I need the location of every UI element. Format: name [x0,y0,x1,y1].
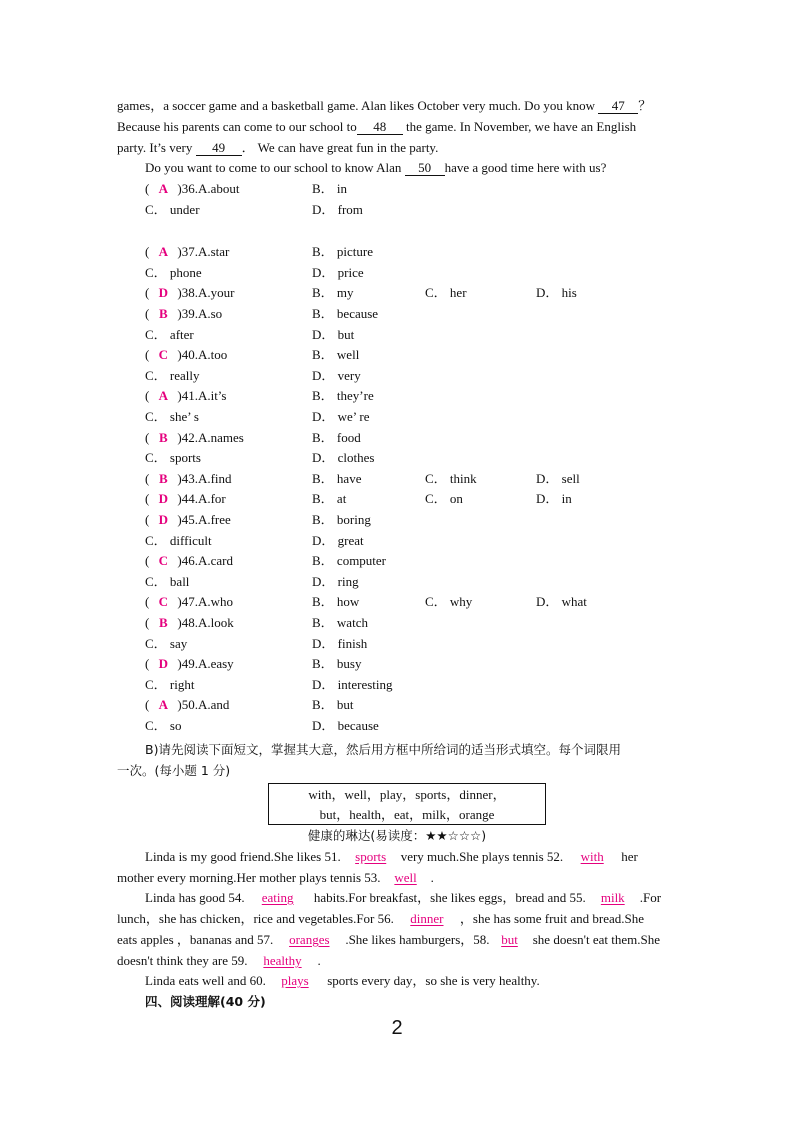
question-37-option-b [312,243,373,261]
question-40-option-c [145,367,200,385]
question-47-option-d [536,593,587,611]
question-48-option-c [145,635,187,653]
option-c: C． really [145,367,200,383]
answer-48: B [159,615,168,630]
option-a: A.card [197,553,233,569]
option-a: A.names [197,429,244,445]
question-46-option-b [312,552,386,570]
question-number: 48 [181,615,195,630]
option-b: B． how [312,594,360,610]
linda-line-5: eats apples ，bananas and 57. oranges .She likes hamburgers，58. but she doesn't eat them.She [117,932,661,947]
question-36-option-d [312,201,363,219]
option-b: B． watch [312,615,368,630]
option-a: A.and [197,697,230,713]
option-d: D． but [312,326,355,342]
answer-47: C [158,594,169,610]
option-c: C． say [145,635,188,651]
word-box [268,783,546,825]
question-number: 42 [181,429,195,445]
question-44-option-c [425,490,463,508]
question-50-option-b [312,696,354,714]
option-c: C． why [425,594,473,610]
option-c: C． sports [145,450,201,466]
option-c: C． ball [145,573,190,589]
question-number: 38 [181,285,195,301]
answer-37: A [158,244,169,260]
question-40-option-d [312,367,361,385]
option-a: A.look [197,615,234,630]
linda-line-2: mother every morning.Her mother plays tennis 53. well . [117,870,434,885]
question-50: ( A )50.A.and [145,697,230,713]
option-c: C． so [145,718,182,733]
blank-47: 47 [598,99,638,114]
option-d: D． from [312,201,363,217]
question-36: ( A )36.A.about [145,181,240,196]
section-b-instruction-cont: 一次。(每小题 1 分) [117,763,231,778]
option-a: A.so [197,306,223,321]
option-a: A.easy [197,656,234,672]
option-d: D． because [312,718,379,733]
section-b-instruction: B)请先阅读下面短文，掌握其大意，然后用方框中所给词的适当形式填空。每个词限用 [145,742,621,757]
answer-42: B [159,429,168,445]
question-39-option-d [312,326,354,344]
word-box-line-2: but，health，eat，milk，orange [319,807,495,822]
blank-50: 50 [405,161,445,176]
question-number: 36 [181,181,195,196]
passage-line-1: games，a soccer game and a basketball game. Alan likes October very much. Do you know 47 ？ [117,98,652,113]
question-number: 37 [181,244,195,260]
option-b: B． picture [312,244,374,260]
question-49-option-c [145,676,194,694]
option-b: B． computer [312,553,387,569]
option-d: D． finish [312,635,368,651]
option-b: B． in [312,181,348,196]
option-a: A.about [197,181,240,196]
option-d: D． sell [536,470,580,486]
option-c: C． her [425,285,467,301]
question-45: ( D )45.A.free [145,512,231,527]
answer-46: C [158,553,169,569]
question-38-option-c [425,284,467,302]
question-42-option-c [145,449,201,467]
question-41-option-d [312,408,370,426]
option-c: C． right [145,676,195,692]
answer-56: dinner [410,911,444,926]
linda-line-6: doesn't think they are 59. healthy . [117,953,321,968]
answer-52: with [580,849,604,864]
option-a: A.who [197,594,233,610]
option-a: A.star [197,244,230,260]
question-46-option-d [312,573,359,591]
question-42-option-d [312,449,374,467]
option-b: B． well [312,347,360,363]
question-number: 49 [181,656,195,672]
question-number: 47 [181,594,195,610]
question-49: ( D )49.A.easy [145,656,234,672]
question-48-option-b [312,614,368,632]
option-a: A.find [197,470,232,486]
linda-line-1: Linda is my good friend.She likes 51. sports very much.She plays tennis 52. with her [145,849,638,864]
question-43-option-b [312,470,361,488]
question-number: 50 [181,697,195,713]
question-number: 40 [181,347,195,363]
option-c: C． on [425,491,463,507]
option-d: D． great [312,532,364,548]
option-a: A.it’s [197,388,227,404]
option-b: B． busy [312,656,362,672]
question-42-option-b [312,429,361,447]
page-number: 2 [391,1017,403,1039]
option-a: A.free [197,512,231,527]
option-c: C． she’ s [145,409,199,424]
answer-45: D [158,512,169,527]
option-c: C． phone [145,264,202,280]
option-a: A.for [197,491,226,507]
question-39-option-c [145,326,194,344]
blank-49: 49 [196,141,242,156]
question-number: 46 [181,553,195,569]
question-45-option-d [312,532,364,550]
option-d: D． his [536,285,577,301]
option-a: A.too [197,347,228,363]
question-number: 44 [181,491,195,507]
word-box-line-1: with，well，play，sports，dinner， [308,787,506,802]
option-d: D． in [536,491,572,507]
option-c: C． under [145,201,200,217]
linda-line-4: lunch，she has chicken，rice and vegetables.For 56. dinner ，she has some fruit and bread.She [117,911,645,926]
answer-36: A [158,181,169,196]
option-a: A.your [197,285,235,301]
question-45-option-b [312,511,371,529]
question-39-option-b [312,305,378,323]
question-50-option-c [145,717,181,735]
question-47: ( C )47.A.who [145,594,233,610]
option-d: D． what [536,594,587,610]
question-38-option-d [536,284,577,302]
question-41: ( A )41.A.it’s [145,388,227,404]
option-b: B． my [312,285,354,301]
question-38-option-b [312,284,354,302]
question-41-option-b [312,387,374,405]
answer-59: healthy [263,953,302,968]
question-49-option-b [312,655,361,673]
question-48: ( B )48.A.look [145,615,234,630]
answer-43: B [159,470,168,486]
question-43-option-c [425,470,477,488]
question-number: 39 [181,306,195,321]
option-c: C． after [145,326,194,342]
answer-58: but [501,932,518,947]
option-b: B． at [312,491,347,507]
question-39: ( B )39.A.so [145,306,223,321]
answer-55: milk [600,890,625,905]
section-four-heading: 四、阅读理解(40 分) [145,994,266,1009]
question-46-option-c [145,573,189,591]
question-number: 43 [181,470,195,486]
answer-51: sports [355,849,387,864]
question-38: ( D )38.A.your [145,285,235,301]
option-b: B． because [312,306,379,321]
answer-38: D [158,285,169,301]
question-37-option-d [312,264,364,282]
passage-title: 健康的琳达(易读度：★★☆☆☆) [307,828,487,843]
answer-41: A [158,388,169,404]
question-47-option-c [425,593,472,611]
linda-line-3: Linda has good 54. eating habits.For breakfast，she likes eggs，bread and 55. milk .For [145,890,662,905]
answer-44: D [158,491,169,507]
question-37-option-c [145,264,202,282]
passage-line-4: Do you want to come to our school to know Alan 50 have a good time here with us? [145,160,607,175]
option-d: D． price [312,264,364,280]
question-number: 41 [181,388,195,404]
option-c: C． difficult [145,532,212,548]
answer-50: A [158,697,169,713]
answer-60: plays [281,973,309,988]
answer-49: D [158,656,169,672]
question-47-option-b [312,593,359,611]
question-40: ( C )40.A.too [145,347,228,363]
question-50-option-d [312,717,379,735]
question-44: ( D )44.A.for [145,491,226,507]
option-d: D． clothes [312,450,375,466]
question-44-option-d [536,490,572,508]
option-b: B． but [312,697,354,713]
question-44-option-b [312,490,346,508]
question-49-option-d [312,676,393,694]
question-36-option-b [312,180,347,198]
option-d: D． we’ re [312,409,370,424]
option-d: D． very [312,367,361,383]
option-c: C． think [425,470,477,486]
question-40-option-b [312,346,359,364]
question-48-option-d [312,635,367,653]
passage-line-3: party. It’s very 49 ． We can have great fun in the party. [117,140,439,155]
question-43: ( B )43.A.find [145,470,232,486]
question-37: ( A )37.A.star [145,244,230,260]
passage-line-2: Because his parents can come to our school to 48 the game. In November, we have an English [117,119,637,134]
option-b: B． food [312,429,361,445]
answer-40: C [158,347,169,363]
question-45-option-c [145,532,212,550]
option-d: D． interesting [312,676,393,692]
question-42: ( B )42.A.names [145,429,244,445]
option-b: B． have [312,470,362,486]
option-b: B． they’re [312,388,374,404]
question-41-option-c [145,408,199,426]
option-d: D． ring [312,573,359,589]
answer-53: well [394,870,417,885]
question-36-option-c [145,201,200,219]
answer-57: oranges [289,932,330,947]
blank-48: 48 [357,120,403,135]
linda-line-7: Linda eats well and 60. plays sports every day，so she is very healthy. [145,973,540,988]
answer-39: B [159,306,168,321]
option-b: B． boring [312,512,371,527]
question-43-option-d [536,470,580,488]
answer-54: eating [261,890,294,905]
question-46: ( C )46.A.card [145,553,233,569]
question-number: 45 [181,512,195,527]
